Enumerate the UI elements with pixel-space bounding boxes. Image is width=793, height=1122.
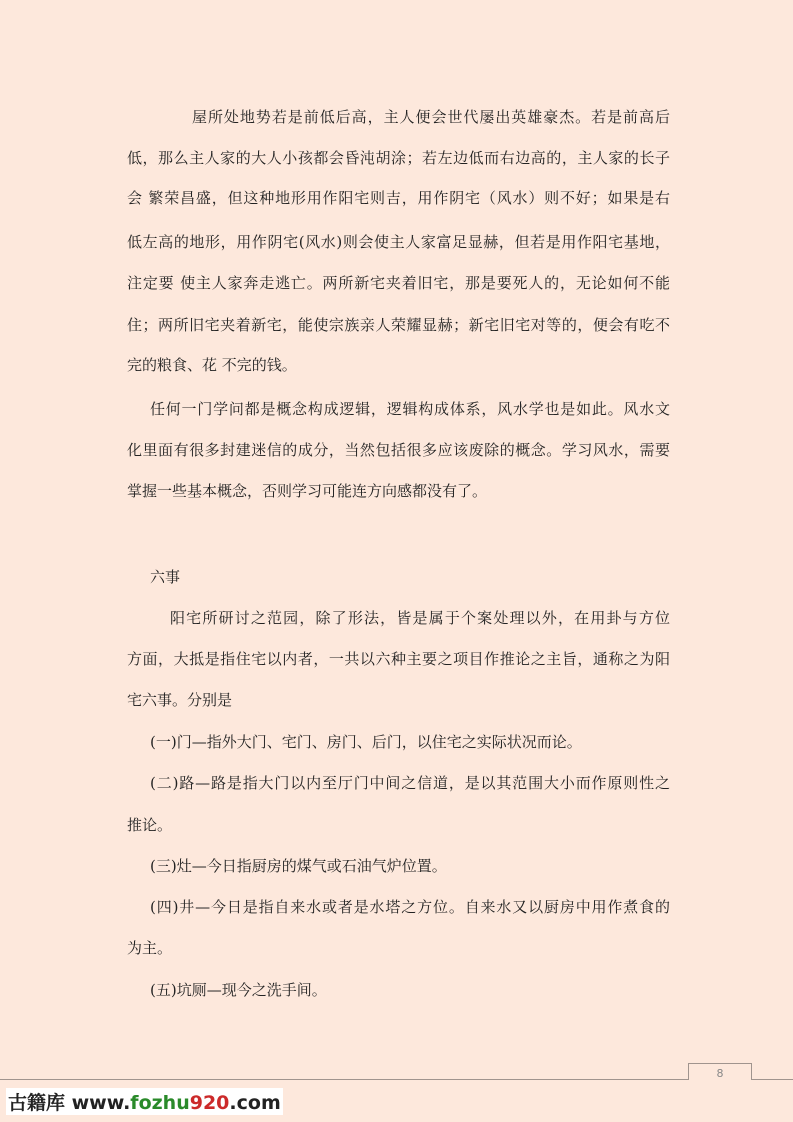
watermark-site-b: 920	[189, 1092, 230, 1114]
paragraph-line: 完的粮食、花 不完的钱。	[127, 356, 297, 374]
paragraph-line: 掌握一些基本概念，否则学习可能连方向感都没有了。	[127, 482, 488, 500]
paragraph-line: 屋所处地势若是前低后高，主人便会世代屡出英雄豪杰。若是前高后	[192, 108, 670, 126]
paragraph-line: 任何一门学问都是概念构成逻辑，逻辑构成体系，风水学也是如此。风水文	[150, 400, 670, 418]
paragraph-line: 低，那么主人家的大人小孩都会昏沌胡涂；若左边低而右边高的，主人家的长子	[127, 149, 670, 167]
paragraph-line: 注定要 使主人家奔走逃亡。两所新宅夹着旧宅，那是要死人的，无论如何不能	[127, 274, 670, 292]
list-item-continuation: 为主。	[127, 939, 173, 957]
list-item-continuation: 推论。	[127, 816, 173, 834]
list-item: (二)路—路是指大门以内至厅门中间之信道，是以其范围大小而作原则性之	[150, 774, 670, 792]
watermark-suffix: .com	[229, 1092, 281, 1114]
watermark-prefix: www.	[65, 1092, 131, 1114]
paragraph-line: 住；两所旧宅夹着新宅，能使宗族亲人荣耀显赫；新宅旧宅对等的，便会有吃不	[127, 316, 670, 334]
paragraph-line: 阳宅所研讨之范园，除了形法，皆是属于个案处理以外，在用卦与方位	[170, 609, 670, 627]
footer-rule	[0, 1079, 793, 1080]
paragraph-line: 宅六事。分别是	[127, 691, 233, 709]
watermark	[6, 1088, 283, 1115]
list-item: (五)坑厕—现今之洗手间。	[150, 981, 327, 999]
section-heading: 六事	[150, 568, 181, 586]
paragraph-line: 低左高的地形，用作阴宅(风水)则会使主人家富足显赫，但若是用作阳宅基地，	[127, 233, 670, 251]
page-number: 8	[688, 1063, 752, 1080]
list-item: (四)井—今日是指自来水或者是水塔之方位。自来水又以厨房中用作煮食的	[150, 898, 670, 916]
paragraph-line: 方面，大抵是指住宅以内者，一共以六种主要之项目作推论之主旨，通称之为阳	[127, 650, 670, 668]
paragraph-line: 化里面有很多封建迷信的成分，当然包括很多应该废除的概念。学习风水，需要	[127, 441, 670, 459]
watermark-site-a: fozhu	[130, 1092, 190, 1114]
list-item: (三)灶—今日指厨房的煤气或石油气炉位置。	[150, 857, 447, 875]
list-item: (一)门—指外大门、宅门、房门、后门，以住宅之实际状况而论。	[150, 733, 582, 751]
watermark-name: 古籍库	[8, 1092, 66, 1114]
paragraph-line: 会 繁荣昌盛，但这种地形用作阳宅则吉，用作阴宅（风水）则不好；如果是右	[127, 189, 670, 207]
